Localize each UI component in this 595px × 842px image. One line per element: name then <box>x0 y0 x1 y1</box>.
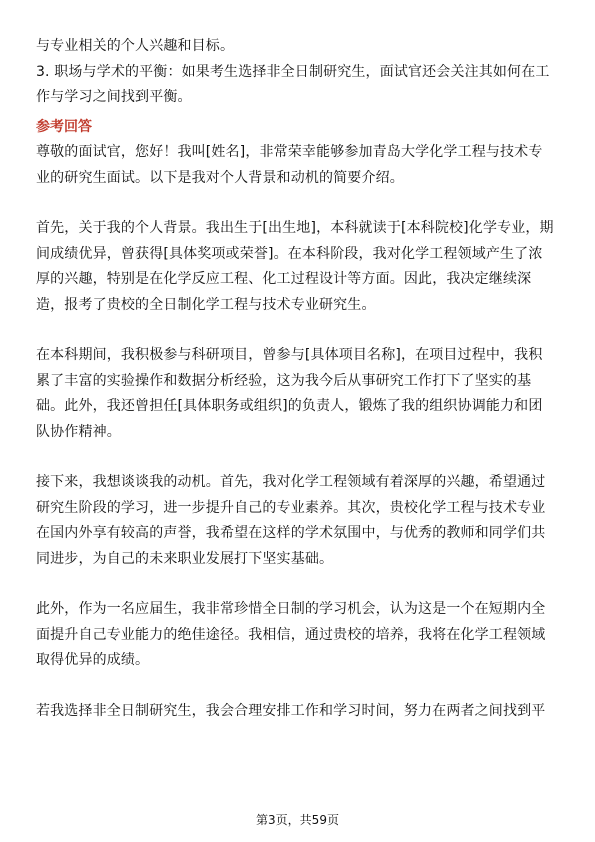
paragraph <box>36 343 560 445</box>
paragraph <box>36 699 560 725</box>
text-line: 业的研究生面试。以下是我对个人背景和动机的简要介绍。 <box>36 169 404 186</box>
paragraph-gap <box>36 572 560 597</box>
answer-heading: 参考回答 <box>36 118 92 135</box>
text-line: 若我选择非全日制研究生，我会合理安排工作和学习时间，努力在两者之间找到平 <box>36 702 546 719</box>
paragraph <box>36 216 560 318</box>
text-line: 础。此外，我还曾担任[具体职务或组织]的负责人，锻炼了我的组织协调能力和团 <box>36 398 543 414</box>
intro-section <box>36 34 560 111</box>
text-line: 间成绩优异，曾获得[具体奖项或荣誉]。在本科阶段，我对化学工程领域产生了浓 <box>36 245 543 262</box>
paragraph <box>36 597 560 674</box>
text-line: 与专业相关的个人兴趣和目标。 <box>36 38 235 54</box>
text-line: 厚的兴趣，特别是在化学反应工程、化工过程设计等方面。因此，我决定继续深 <box>36 271 532 287</box>
text-line: 在本科期间，我积极参与科研项目，曾参与[具体项目名称]，在项目过程中，我积 <box>36 347 543 363</box>
text-line: 累了丰富的实验操作和数据分析经验，这为我今后从事研究工作打下了坚实的基 <box>36 372 532 389</box>
paragraph-gap <box>36 318 560 343</box>
paragraph-gap <box>36 674 560 699</box>
text-line: 作与学习之间找到平衡。 <box>36 89 192 105</box>
paragraph-gap <box>36 445 560 470</box>
paragraph-gap <box>36 191 560 216</box>
paragraph <box>36 140 560 191</box>
text-line: 3. 职场与学术的平衡：如果考生选择非全日制研究生，面试官还会关注其如何在工 <box>36 63 550 80</box>
text-line: 造，报考了贵校的全日制化学工程与技术专业研究生。 <box>36 296 376 313</box>
text-line: 此外，作为一名应届生，我非常珍惜全日制的学习机会，认为这是一个在短期内全 <box>36 601 546 617</box>
text-line: 接下来，我想谈谈我的动机。首先，我对化学工程领域有着深厚的兴趣，希望通过 <box>36 474 546 490</box>
text-line: 同进步，为自己的未来职业发展打下坚实基础。 <box>36 550 334 567</box>
paragraph <box>36 470 560 572</box>
text-line: 首先，关于我的个人背景。我出生于[出生地]，本科就读于[本科院校]化学专业，期 <box>36 220 554 236</box>
text-line: 研究生阶段的学习，进一步提升自己的专业素养。其次，贵校化学工程与技术专业 <box>36 499 546 516</box>
document-page <box>36 34 560 724</box>
page-number-footer: 第3页，共59页 <box>256 813 339 827</box>
text-line: 取得优异的成绩。 <box>36 652 150 668</box>
text-line: 在国内外享有较高的声誉，我希望在这样的学术氛围中，与优秀的教师和同学们共 <box>36 525 546 541</box>
text-line: 面提升自己专业能力的绝佳途径。我相信，通过贵校的培养，我将在化学工程领域 <box>36 626 546 643</box>
text-line: 尊敬的面试官，您好！我叫[姓名]，非常荣幸能够参加青岛大学化学工程与技术专 <box>36 144 543 160</box>
text-line: 队协作精神。 <box>36 423 121 440</box>
